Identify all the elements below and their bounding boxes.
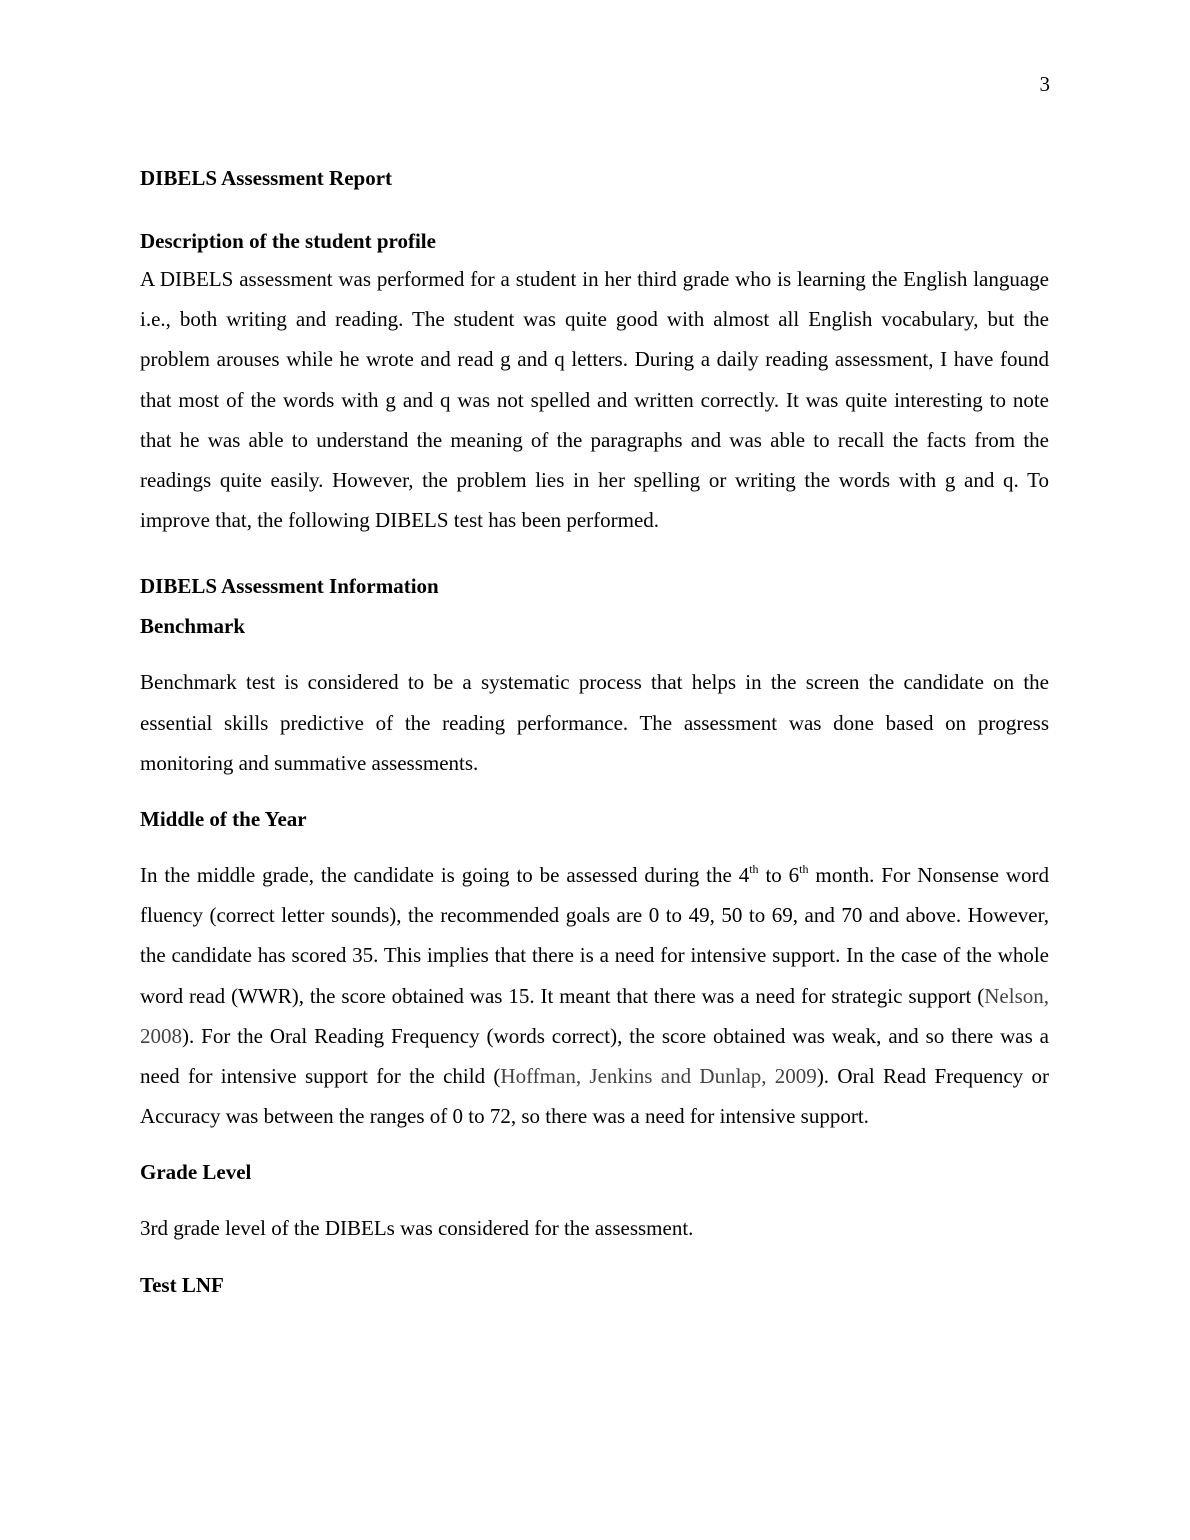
test-lnf-heading: Test LNF xyxy=(140,1272,224,1297)
middle-text-to: to 6 xyxy=(758,863,800,888)
middle-text-end: ). Oral Read Frequency or Accuracy was between the ranges of 0 to 72, so there was a need for intensive support. xyxy=(140,1064,1049,1129)
citation-hoffman: Hoffman, Jenkins and Dunlap, 2009 xyxy=(500,1064,817,1089)
middle-text-body: month. For Nonsense word fluency (correct letter sounds), the recommended goals are 0 to 49, 50 to 69, and 70 and above. However, the candidate has scored 35. This implies that there is a need for intensive support. In the case of the whole word read (WWR), the score obtained was 15. It meant that there was a need for strategic support ( xyxy=(140,863,1049,1008)
profile-heading: Description of the student profile xyxy=(140,229,436,253)
middle-of-year-paragraph xyxy=(140,855,1049,1136)
benchmark-heading: Benchmark xyxy=(140,614,245,639)
middle-text-body-2: ). For the Oral Reading Frequency (words correct), the score obtained was weak, and so there was a need for intensive support for the child ( xyxy=(140,1023,1049,1089)
page-number: 3 xyxy=(1039,72,1050,96)
benchmark-paragraph: Benchmark test is considered to be a systematic process that helps in the screen the candidate on the essential skills predictive of the reading performance. The assessment was done based on progress monitoring and summative assessments. xyxy=(140,670,1049,775)
profile-paragraph: A DIBELS assessment was performed for a student in her third grade who is learning the English language i.e., both writing and reading. The student was quite good with almost all English vocabulary, but the problem arouses while he wrote and read g and q letters. During a daily reading assessment, I have found that most of the words with g and q was not spelled and written correctly. It was quite interesting to note that he was able to understand the meaning of the paragraphs and was able to recall the facts from the readings quite easily. However, the problem lies in her spelling or writing the words with g and q. To improve that, the following DIBELS test has been performed. xyxy=(140,267,1049,533)
ordinal-superscript: th xyxy=(799,862,809,877)
assessment-info-heading: DIBELS Assessment Information xyxy=(140,574,439,599)
report-title: DIBELS Assessment Report xyxy=(140,166,393,190)
ordinal-superscript: th xyxy=(749,862,759,877)
grade-level-paragraph: 3rd grade level of the DIBELs was considered for the assessment. xyxy=(140,1216,694,1241)
grade-level-heading: Grade Level xyxy=(140,1160,252,1185)
middle-text-start: In the middle grade, the candidate is going to be assessed during the 4 xyxy=(140,863,750,888)
citation-nelson: Nelson, 2008 xyxy=(140,983,1049,1048)
middle-of-year-heading: Middle of the Year xyxy=(140,807,307,832)
document-body xyxy=(140,160,1049,1303)
